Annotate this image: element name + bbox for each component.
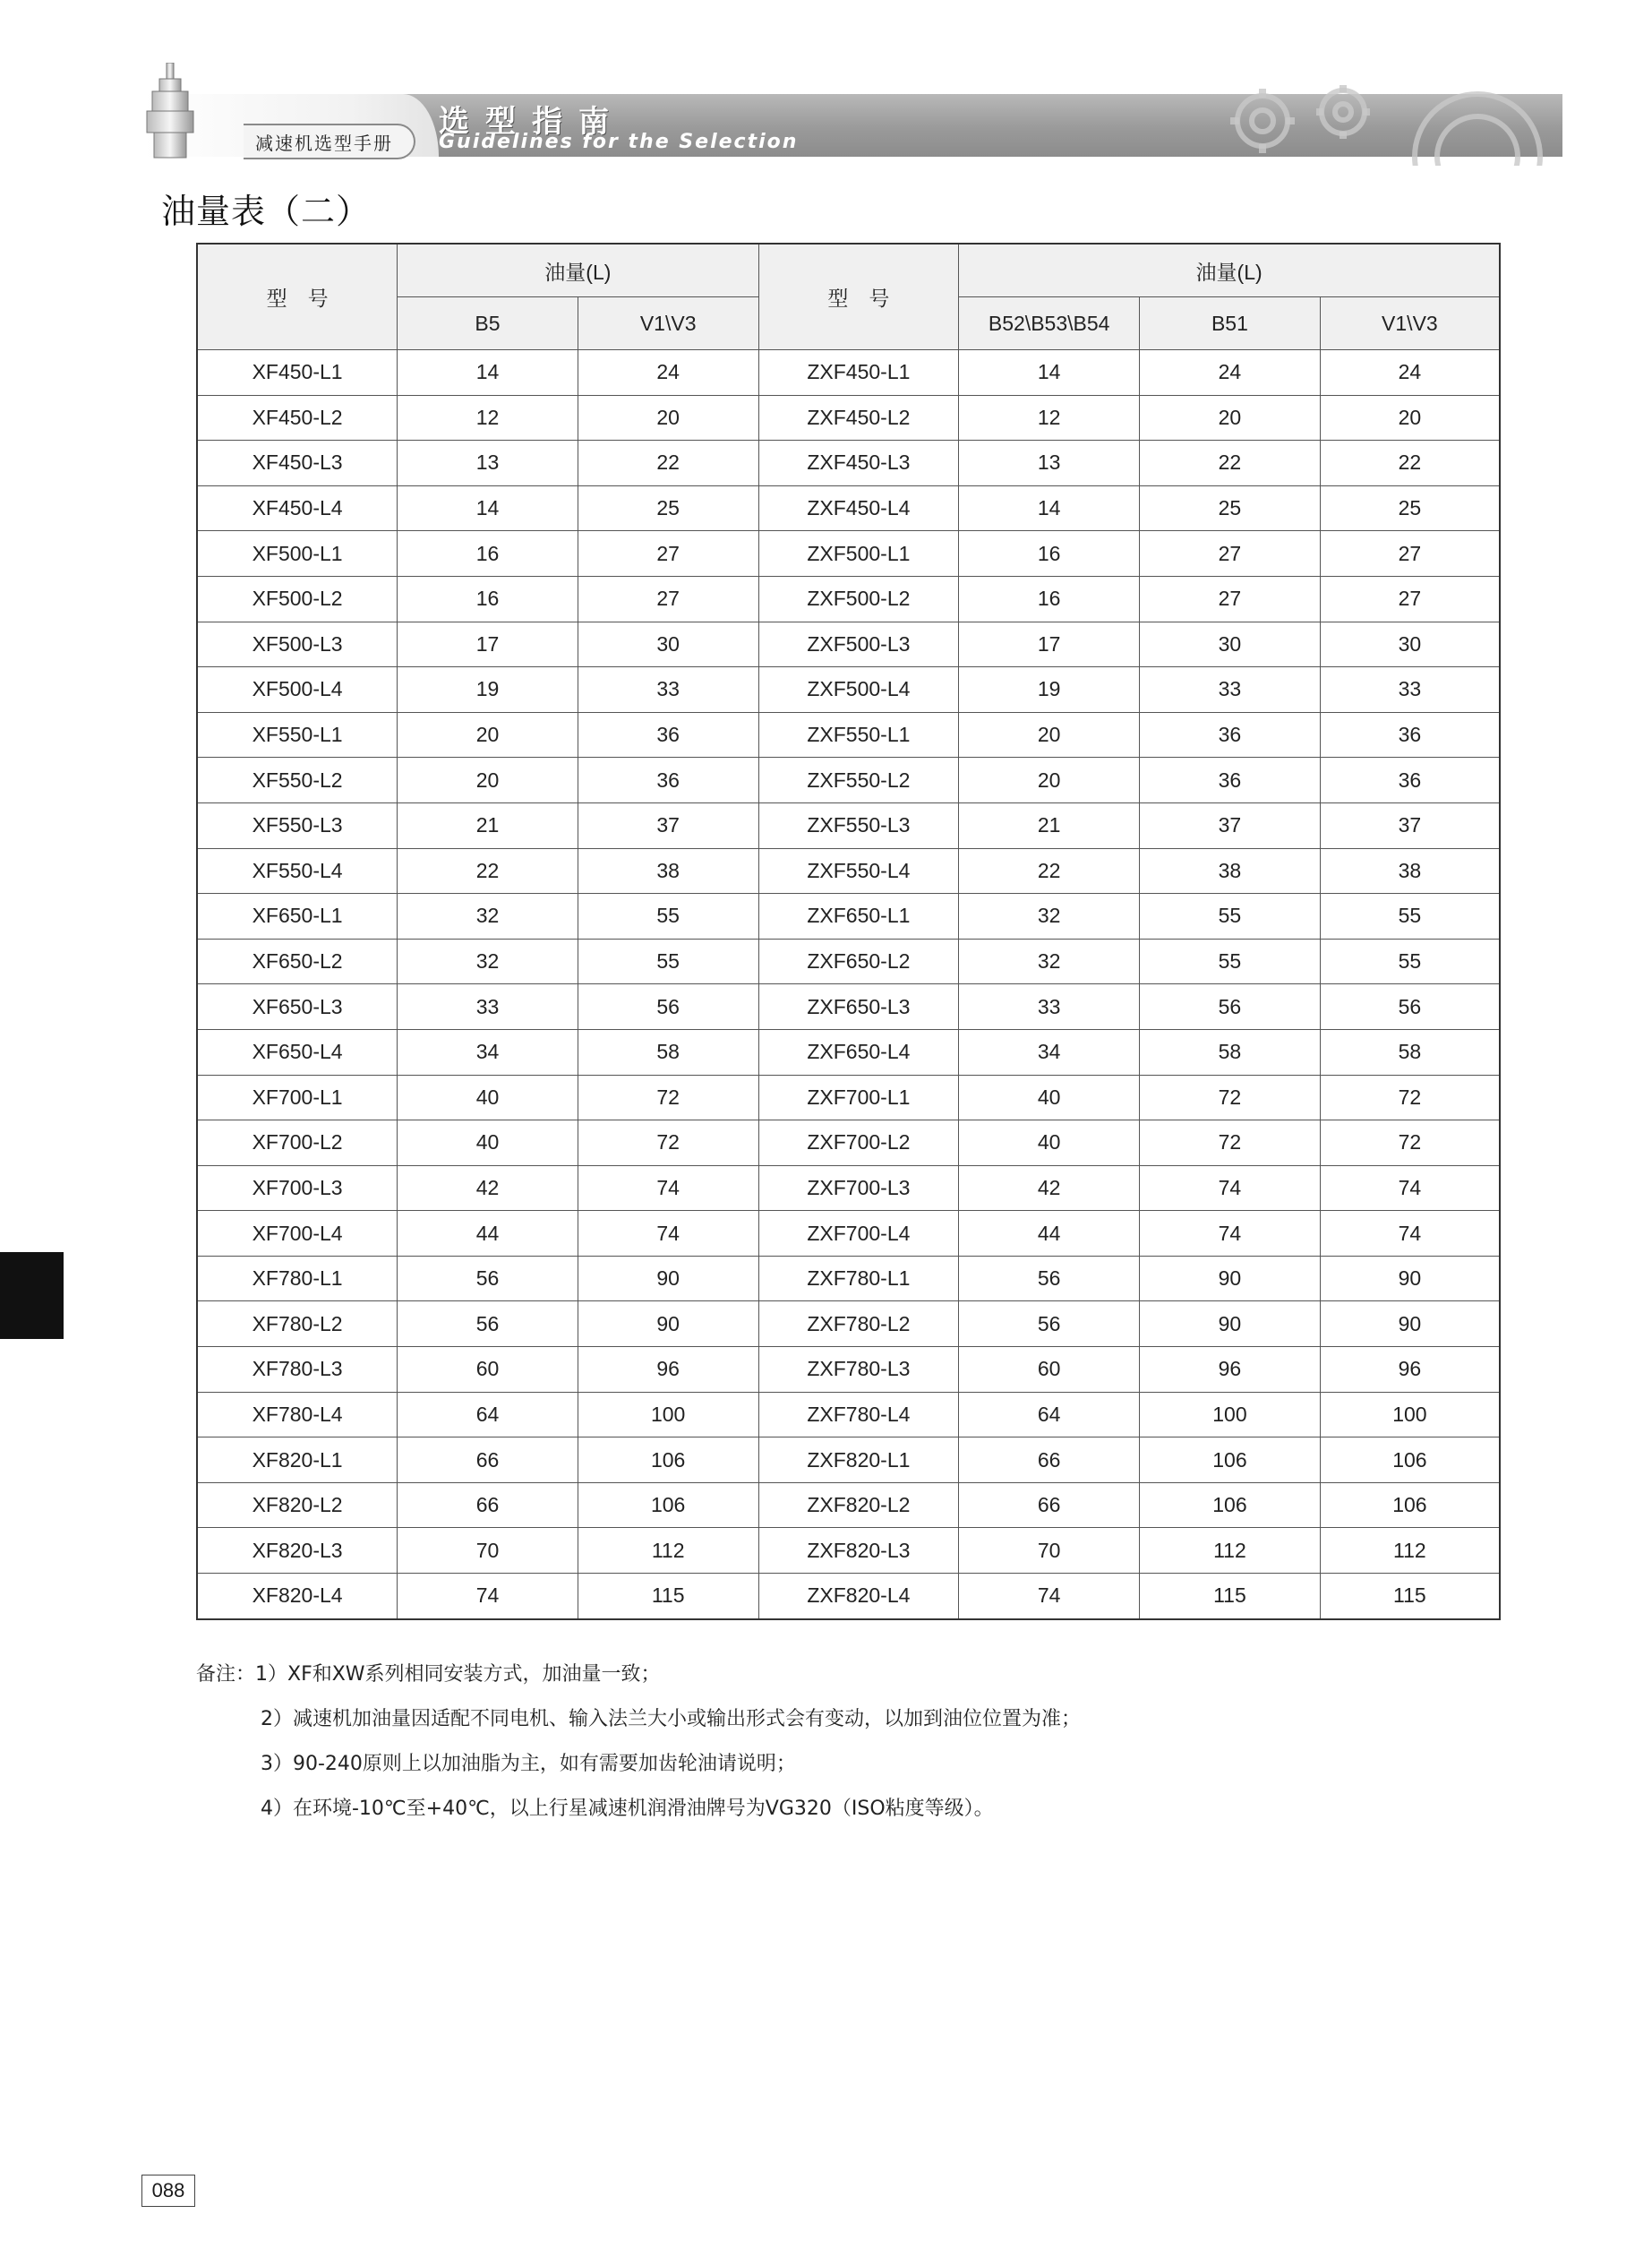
table-cell: 58 — [578, 1029, 758, 1075]
table-cell: 22 — [398, 848, 578, 894]
table-cell: 14 — [398, 350, 578, 396]
table-row — [197, 1347, 1500, 1393]
table-cell: 56 — [398, 1256, 578, 1301]
table-cell: 20 — [398, 712, 578, 758]
table-cell: 13 — [398, 441, 578, 486]
header-oil-right: 油量(L) — [959, 244, 1500, 297]
table-cell: 27 — [578, 576, 758, 622]
table-cell: 100 — [1140, 1392, 1321, 1437]
table-cell: 58 — [1140, 1029, 1321, 1075]
table-cell: ZXF780-L1 — [758, 1256, 959, 1301]
gears-icon — [1209, 85, 1567, 166]
table-cell: 36 — [578, 712, 758, 758]
section-title-cn: 选型指南 — [439, 104, 625, 140]
table-cell: 90 — [1140, 1256, 1321, 1301]
table-cell: 58 — [1320, 1029, 1500, 1075]
table-cell: 56 — [398, 1301, 578, 1347]
table-row — [197, 667, 1500, 713]
table-cell: XF700-L1 — [197, 1075, 398, 1120]
table-cell: XF820-L3 — [197, 1528, 398, 1574]
table-row — [197, 395, 1500, 441]
table-cell: 33 — [1320, 667, 1500, 713]
table-cell: ZXF700-L3 — [758, 1165, 959, 1211]
table-cell: XF780-L4 — [197, 1392, 398, 1437]
header-oil-left: 油量(L) — [398, 244, 758, 297]
table-cell: 106 — [1140, 1437, 1321, 1483]
table-cell: ZXF700-L1 — [758, 1075, 959, 1120]
table-cell: XF780-L1 — [197, 1256, 398, 1301]
table-cell: 24 — [1320, 350, 1500, 396]
table-cell: 20 — [959, 712, 1140, 758]
table-cell: 72 — [1320, 1120, 1500, 1166]
table-cell: 32 — [959, 894, 1140, 940]
table-cell: ZXF550-L4 — [758, 848, 959, 894]
table-cell: 34 — [959, 1029, 1140, 1075]
note-3: 3）90-240原则上以加油脂为主，如有需要加齿轮油请说明； — [261, 1753, 796, 1775]
table-cell: 21 — [959, 802, 1140, 848]
table-cell: 40 — [398, 1120, 578, 1166]
table-cell: 55 — [1320, 939, 1500, 984]
note-4: 4）在环境-10℃至+40℃，以上行星减速机润滑油牌号为VG320（ISO粘度等级）。 — [261, 1798, 994, 1820]
table-cell: 96 — [1320, 1347, 1500, 1393]
table-row — [197, 576, 1500, 622]
table-cell: 74 — [578, 1165, 758, 1211]
table-cell: 72 — [1320, 1075, 1500, 1120]
table-row — [197, 712, 1500, 758]
table-row — [197, 622, 1500, 667]
table-row — [197, 758, 1500, 803]
table-cell: 33 — [959, 984, 1140, 1030]
table-cell: XF450-L2 — [197, 395, 398, 441]
table-cell: XF450-L4 — [197, 485, 398, 531]
note-2: 2）减速机加油量因适配不同电机、输入法兰大小或输出形式会有变动，以加到油位位置为准； — [261, 1708, 1082, 1730]
table-cell: 27 — [1140, 576, 1321, 622]
table-cell: ZXF500-L4 — [758, 667, 959, 713]
table-cell: XF780-L2 — [197, 1301, 398, 1347]
table-cell: ZXF450-L3 — [758, 441, 959, 486]
table-row — [197, 1211, 1500, 1257]
table-cell: 33 — [578, 667, 758, 713]
table-cell: 106 — [578, 1482, 758, 1528]
table-cell: ZXF500-L1 — [758, 531, 959, 577]
table-cell: 90 — [578, 1256, 758, 1301]
table-cell: 21 — [398, 802, 578, 848]
table-cell: ZXF820-L2 — [758, 1482, 959, 1528]
table-cell: 20 — [398, 758, 578, 803]
table-cell: 44 — [398, 1211, 578, 1257]
table-cell: 70 — [398, 1528, 578, 1574]
table-cell: XF500-L4 — [197, 667, 398, 713]
table-cell: 25 — [1140, 485, 1321, 531]
table-row — [197, 984, 1500, 1030]
table-cell: 32 — [398, 939, 578, 984]
table-cell: 64 — [398, 1392, 578, 1437]
table-body — [197, 350, 1500, 1619]
table-cell: 40 — [959, 1120, 1140, 1166]
table-cell: 30 — [1320, 622, 1500, 667]
table-cell: 30 — [1140, 622, 1321, 667]
table-cell: 14 — [959, 485, 1140, 531]
table-cell: XF650-L1 — [197, 894, 398, 940]
table-row — [197, 441, 1500, 486]
table-cell: ZXF500-L2 — [758, 576, 959, 622]
table-cell: 13 — [959, 441, 1140, 486]
table-row — [197, 1392, 1500, 1437]
table-cell: 30 — [578, 622, 758, 667]
table-cell: 56 — [1140, 984, 1321, 1030]
table-cell: 22 — [1140, 441, 1321, 486]
table-cell: 106 — [1140, 1482, 1321, 1528]
table-row — [197, 1075, 1500, 1120]
table-cell: XF820-L4 — [197, 1574, 398, 1619]
table-cell: 74 — [1140, 1165, 1321, 1211]
table-cell: 90 — [1320, 1256, 1500, 1301]
note-1: 备注：1）XF和XW系列相同安装方式，加油量一致； — [196, 1663, 661, 1686]
table-cell: 20 — [1320, 395, 1500, 441]
oil-quantity-table — [196, 243, 1501, 1620]
table-cell: 100 — [578, 1392, 758, 1437]
table-cell: 34 — [398, 1029, 578, 1075]
table-cell: 66 — [398, 1482, 578, 1528]
table-cell: 74 — [1320, 1165, 1500, 1211]
header-sub-b52-b53-b54: B52\B53\B54 — [959, 297, 1140, 350]
table-cell: 27 — [1140, 531, 1321, 577]
table-cell: 24 — [578, 350, 758, 396]
table-cell: ZXF450-L4 — [758, 485, 959, 531]
table-cell: XF820-L2 — [197, 1482, 398, 1528]
table-cell: 60 — [398, 1347, 578, 1393]
table-cell: ZXF650-L1 — [758, 894, 959, 940]
table-cell: 56 — [1320, 984, 1500, 1030]
table-row — [197, 350, 1500, 396]
table-cell: 14 — [959, 350, 1140, 396]
table-cell: ZXF550-L3 — [758, 802, 959, 848]
table-cell: ZXF500-L3 — [758, 622, 959, 667]
table-cell: 66 — [959, 1437, 1140, 1483]
table-row — [197, 848, 1500, 894]
notes — [196, 1652, 1081, 1832]
table-cell: 22 — [1320, 441, 1500, 486]
table-cell: 40 — [398, 1075, 578, 1120]
table-cell: 115 — [1140, 1574, 1321, 1619]
table-cell: 32 — [959, 939, 1140, 984]
table-cell: 90 — [1140, 1301, 1321, 1347]
table-cell: 38 — [1140, 848, 1321, 894]
table-cell: 90 — [578, 1301, 758, 1347]
table-cell: 72 — [1140, 1120, 1321, 1166]
table-cell: 25 — [578, 485, 758, 531]
table-cell: 37 — [578, 802, 758, 848]
table-cell: 25 — [1320, 485, 1500, 531]
table-cell: 27 — [1320, 531, 1500, 577]
table-cell: 38 — [1320, 848, 1500, 894]
table-cell: 55 — [578, 939, 758, 984]
table-cell: 70 — [959, 1528, 1140, 1574]
table-cell: ZXF700-L2 — [758, 1120, 959, 1166]
header-sub-b51: B51 — [1140, 297, 1321, 350]
table-cell: 44 — [959, 1211, 1140, 1257]
table-cell: ZXF780-L4 — [758, 1392, 959, 1437]
table-row — [197, 802, 1500, 848]
table-cell: 115 — [1320, 1574, 1500, 1619]
table-cell: XF700-L4 — [197, 1211, 398, 1257]
table-cell: 60 — [959, 1347, 1140, 1393]
header-model-right: 型 号 — [758, 244, 959, 350]
table-cell: XF550-L4 — [197, 848, 398, 894]
table-cell: 36 — [1320, 758, 1500, 803]
header-sub-v1v3-right: V1\V3 — [1320, 297, 1500, 350]
table-cell: ZXF550-L2 — [758, 758, 959, 803]
page-number: 088 — [141, 2175, 195, 2207]
table-row — [197, 939, 1500, 984]
table-row — [197, 1437, 1500, 1483]
header-sub-b5: B5 — [398, 297, 578, 350]
table-row — [197, 1528, 1500, 1574]
reducer-logo-icon — [134, 63, 206, 161]
table-cell: 106 — [578, 1437, 758, 1483]
table-cell: 37 — [1140, 802, 1321, 848]
table-cell: 74 — [398, 1574, 578, 1619]
table-cell: XF500-L1 — [197, 531, 398, 577]
table-cell: 74 — [959, 1574, 1140, 1619]
table-cell: 19 — [398, 667, 578, 713]
table-row — [197, 1482, 1500, 1528]
header-sub-v1v3-left: V1\V3 — [578, 297, 758, 350]
table-cell: 112 — [578, 1528, 758, 1574]
table-cell: ZXF650-L3 — [758, 984, 959, 1030]
table-cell: 55 — [1140, 939, 1321, 984]
table-row — [197, 1256, 1500, 1301]
table-cell: 19 — [959, 667, 1140, 713]
table-row — [197, 1301, 1500, 1347]
table-cell: 33 — [398, 984, 578, 1030]
table-cell: 27 — [1320, 576, 1500, 622]
table-cell: XF500-L2 — [197, 576, 398, 622]
table-cell: 56 — [959, 1301, 1140, 1347]
table-cell: 66 — [398, 1437, 578, 1483]
table-cell: 17 — [959, 622, 1140, 667]
table-row — [197, 1120, 1500, 1166]
table-cell: 55 — [1140, 894, 1321, 940]
table-cell: 72 — [1140, 1075, 1321, 1120]
table-row — [197, 1165, 1500, 1211]
table-cell: 115 — [578, 1574, 758, 1619]
table-cell: 17 — [398, 622, 578, 667]
table-row — [197, 485, 1500, 531]
side-tab-marker — [0, 1252, 64, 1339]
table-cell: 24 — [1140, 350, 1321, 396]
table-cell: 106 — [1320, 1482, 1500, 1528]
table-cell: XF650-L3 — [197, 984, 398, 1030]
table-cell: 38 — [578, 848, 758, 894]
table-cell: 16 — [959, 576, 1140, 622]
table-cell: 22 — [578, 441, 758, 486]
table-cell: ZXF450-L2 — [758, 395, 959, 441]
table-cell: 55 — [578, 894, 758, 940]
table-cell: 100 — [1320, 1392, 1500, 1437]
table-cell: XF700-L3 — [197, 1165, 398, 1211]
table-cell: 74 — [578, 1211, 758, 1257]
table-cell: 42 — [959, 1165, 1140, 1211]
table-cell: ZXF780-L2 — [758, 1301, 959, 1347]
table-cell: 56 — [578, 984, 758, 1030]
header-model: 型 号 — [197, 244, 398, 350]
page-title: 油量表（二） — [161, 192, 372, 231]
table-cell: 42 — [398, 1165, 578, 1211]
table-cell: ZXF820-L3 — [758, 1528, 959, 1574]
table-cell: ZXF550-L1 — [758, 712, 959, 758]
table-cell: 96 — [578, 1347, 758, 1393]
table-cell: 96 — [1140, 1347, 1321, 1393]
table-cell: XF650-L4 — [197, 1029, 398, 1075]
table-cell: XF500-L3 — [197, 622, 398, 667]
table-cell: 112 — [1320, 1528, 1500, 1574]
table-cell: 74 — [1320, 1211, 1500, 1257]
table-cell: XF450-L1 — [197, 350, 398, 396]
table-cell: 16 — [398, 576, 578, 622]
table-cell: ZXF450-L1 — [758, 350, 959, 396]
table-cell: 20 — [578, 395, 758, 441]
table-cell: 20 — [959, 758, 1140, 803]
table-cell: ZXF650-L2 — [758, 939, 959, 984]
table-cell: XF550-L2 — [197, 758, 398, 803]
table-cell: ZXF650-L4 — [758, 1029, 959, 1075]
table-cell: ZXF700-L4 — [758, 1211, 959, 1257]
table-cell: XF700-L2 — [197, 1120, 398, 1166]
table-cell: XF780-L3 — [197, 1347, 398, 1393]
table-cell: 74 — [1140, 1211, 1321, 1257]
table-cell: 20 — [1140, 395, 1321, 441]
table-cell: 72 — [578, 1120, 758, 1166]
table-cell: 14 — [398, 485, 578, 531]
table-cell: XF450-L3 — [197, 441, 398, 486]
table-cell: 106 — [1320, 1437, 1500, 1483]
table-cell: XF650-L2 — [197, 939, 398, 984]
table-cell: 22 — [959, 848, 1140, 894]
table-cell: 36 — [1320, 712, 1500, 758]
table-cell: 72 — [578, 1075, 758, 1120]
table-row — [197, 1029, 1500, 1075]
table-cell: 36 — [1140, 758, 1321, 803]
table-cell: 66 — [959, 1482, 1140, 1528]
section-title-en: Guidelines for the Selection — [439, 131, 799, 153]
table-cell: 32 — [398, 894, 578, 940]
table-cell: 64 — [959, 1392, 1140, 1437]
table-cell: XF820-L1 — [197, 1437, 398, 1483]
table-row — [197, 1574, 1500, 1619]
table-cell: 33 — [1140, 667, 1321, 713]
table-cell: 36 — [578, 758, 758, 803]
table-cell: 12 — [959, 395, 1140, 441]
table-row — [197, 894, 1500, 940]
table-cell: 12 — [398, 395, 578, 441]
table-cell: XF550-L3 — [197, 802, 398, 848]
table-cell: 27 — [578, 531, 758, 577]
table-cell: 37 — [1320, 802, 1500, 848]
table-cell: 55 — [1320, 894, 1500, 940]
table-cell: 56 — [959, 1256, 1140, 1301]
table-row — [197, 531, 1500, 577]
table-cell: 112 — [1140, 1528, 1321, 1574]
table-cell: 16 — [959, 531, 1140, 577]
brand-label: 减速机选型手册 — [255, 133, 393, 154]
table-cell: 40 — [959, 1075, 1140, 1120]
table-cell: 16 — [398, 531, 578, 577]
table-cell: ZXF820-L1 — [758, 1437, 959, 1483]
table-cell: ZXF820-L4 — [758, 1574, 959, 1619]
table-cell: XF550-L1 — [197, 712, 398, 758]
table-cell: 36 — [1140, 712, 1321, 758]
table-cell: ZXF780-L3 — [758, 1347, 959, 1393]
table-cell: 90 — [1320, 1301, 1500, 1347]
